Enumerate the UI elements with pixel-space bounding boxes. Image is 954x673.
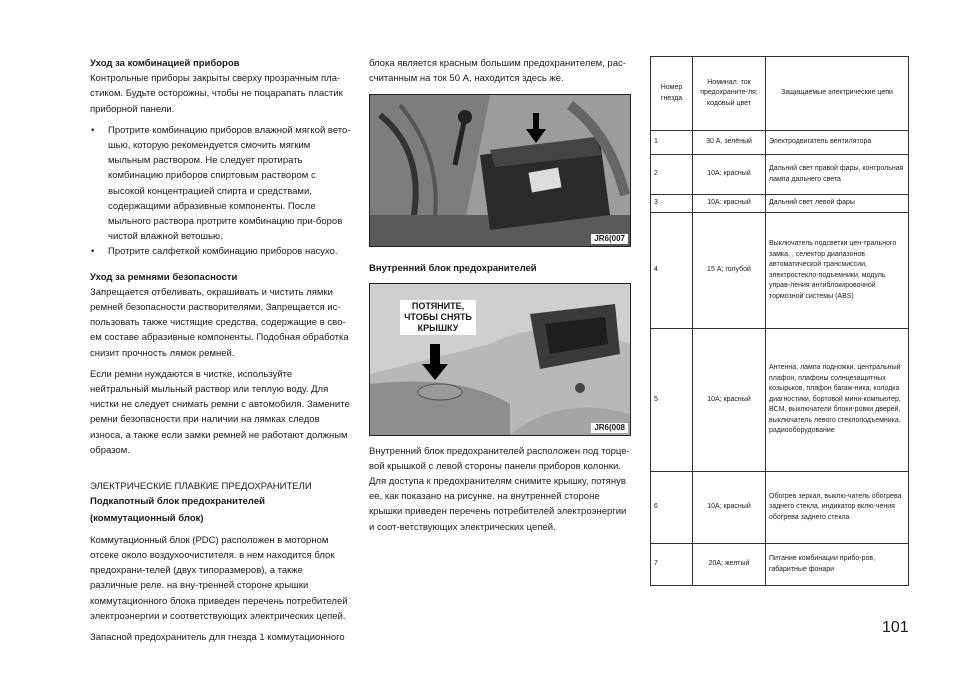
heading-fuses: ЭЛЕКТРИЧЕСКИЕ ПЛАВКИЕ ПРЕДОХРАНИТЕЛИ xyxy=(90,481,312,493)
heading-instrument-care: Уход за комбинацией приборов xyxy=(90,58,240,69)
fuse-table xyxy=(650,56,909,586)
heading-belt-care: Уход за ремнями безопасности xyxy=(90,271,238,283)
column-header: Номер гнезда xyxy=(651,57,693,131)
cell-rating: 10А: красный xyxy=(693,195,766,213)
table-row xyxy=(651,155,909,195)
cell-rating: 15 А; голубой xyxy=(693,213,766,329)
table-row xyxy=(651,131,909,155)
cell-rating: 30 А, зелёный xyxy=(693,131,766,155)
heading-pdc-sub: (коммутационный блок) xyxy=(90,513,204,525)
heading-inner-fuse-block: Внутренний блок предохранителей xyxy=(369,263,537,275)
paragraph-instrument-care: Контрольные приборы закрыты сверху прозрачным пла-стиком. Будьте осторожны, чтобы не поцарапать пластик приборной панели. xyxy=(90,73,343,115)
table-row xyxy=(651,195,909,213)
cell-circuits: Дальний свет левой фары xyxy=(766,195,909,213)
middle-column xyxy=(369,56,631,535)
cell-circuits: Антенна, лампа подножки, центральный плафон, плафоны солнцезащитных козырьков, плафон багаж-ника, колодка диагностики, бортовой мини-компьютер, BCM, выключатели блоки-ровки дверей, выключатель левого стеклоподъемника, радиооборудование xyxy=(766,329,909,472)
table-row xyxy=(651,544,909,586)
engine-bay-photo xyxy=(369,94,631,247)
cell-slot: 1 xyxy=(651,131,693,155)
cell-rating: 10А; красный xyxy=(693,329,766,472)
cell-slot: 6 xyxy=(651,472,693,544)
bullet-item: • Протрите комбинацию приборов влажной мягкой вето-шью, которую рекомендуется смочить мягким мыльным раствором. Не следует протирать комбинацию приборов спиртовым раствором с высокой концентрацией спирта и средствами, содержащими абразивные компоненты. После мыльного раствора протрите комбинацию при-боров чистой влажной ветошью. xyxy=(90,123,352,245)
paragraph-spare-fuse: Запасной предохранитель для гнезда 1 коммутационного xyxy=(90,631,345,643)
cell-rating: 10А: красный xyxy=(693,155,766,195)
left-column xyxy=(90,56,352,645)
cell-slot: 7 xyxy=(651,544,693,586)
cell-slot: 3 xyxy=(651,195,693,213)
paragraph-spare-fuse-cont: блока является красным большим предохранителем, рас-считанным на ток 50 А, находится здесь же. xyxy=(369,58,626,85)
cell-rating: 20А; желтый xyxy=(693,544,766,586)
care-bullet-list xyxy=(90,123,352,260)
table-row xyxy=(651,213,909,329)
paragraph-belt-care-1: Запрещается отбеливать, окрашивать и чистить лямки ремней безопасности растворителями. Запрещается ис-пользовать также чистящие средства, содержащие в сво-ем составе абразивные компоненты. Подобная обработка снизит прочность лямок ремней. xyxy=(90,286,349,359)
paragraph-belt-care-2: Если ремни нуждаются в чистке, используйте нейтральный мыльный раствор или теплую воду. Для чистки не следует снимать ремни с автомобиля. Замените ремни безопасности при наличии на лямках следов износа, а также если замки ремней не работают должным образом. xyxy=(90,368,350,456)
cell-circuits: Питание комбинации прибо-ров, габаритные фонари xyxy=(766,544,909,586)
bullet-item: • Протрите салфеткой комбинацию приборов насухо. xyxy=(90,244,352,259)
heading-pdc: Подкапотный блок предохранителей xyxy=(90,496,265,508)
cell-circuits: Дальний свет правой фары, контрольная лампа дальнего света xyxy=(766,155,909,195)
cell-slot: 5 xyxy=(651,329,693,472)
column-header: Номинал. ток предохраните-ля; кодовый цвет xyxy=(693,57,766,131)
cell-circuits: Обогрев зеркал, выклю-чатель обогрева заднего стекла, индикатор вклю-чения обогрева заднего стекла xyxy=(766,472,909,544)
paragraph-pdc: Коммутационный блок (PDC) расположен в моторном отсеке около воздухоочистителя. в нем находится блок предохрани-телей (двух типоразмеров), а также различные реле. на вну-тренней стороне крышки коммутационного блока приведен перечень потребителей электроэнергии и соответствующих электрических цепей. xyxy=(90,534,348,622)
photo-code: JR6(008 xyxy=(591,423,628,433)
cell-circuits: Выключатель подсветки цен-трального замка, , селектор диапазонов автоматической трансмиссии, электростекло-подъемники, модуль управ-ления антиблокировочной тормозной системы (ABS) xyxy=(766,213,909,329)
cell-slot: 4 xyxy=(651,213,693,329)
table-row xyxy=(651,472,909,544)
page-number: 101 xyxy=(882,619,909,636)
paragraph-inner-fuse-block: Внутренний блок предохранителей расположен под торце-вой крышкой с левой стороны панели приборов колонки. Для доступа к предохранителям снимите крышку, потянув ее, как показано на рисунке. на внутренней стороне крышки приведен перечень потребителей электроэнергии и соот-ветствующих электрических цепей. xyxy=(369,445,630,533)
cell-circuits: Электродвигатель вентилятора xyxy=(766,131,909,155)
photo-code: JR6(007 xyxy=(591,234,628,244)
column-header: Защищаемые электрические цепи xyxy=(766,57,909,131)
cell-slot: 2 xyxy=(651,155,693,195)
cell-rating: 10А; красный xyxy=(693,472,766,544)
table-row xyxy=(651,329,909,472)
photo-callout-label: ПОТЯНИТЕ, ЧТОБЫ СНЯТЬ КРЫШКУ xyxy=(400,300,476,335)
dashboard-photo xyxy=(369,283,631,436)
table-header-row xyxy=(651,57,909,131)
